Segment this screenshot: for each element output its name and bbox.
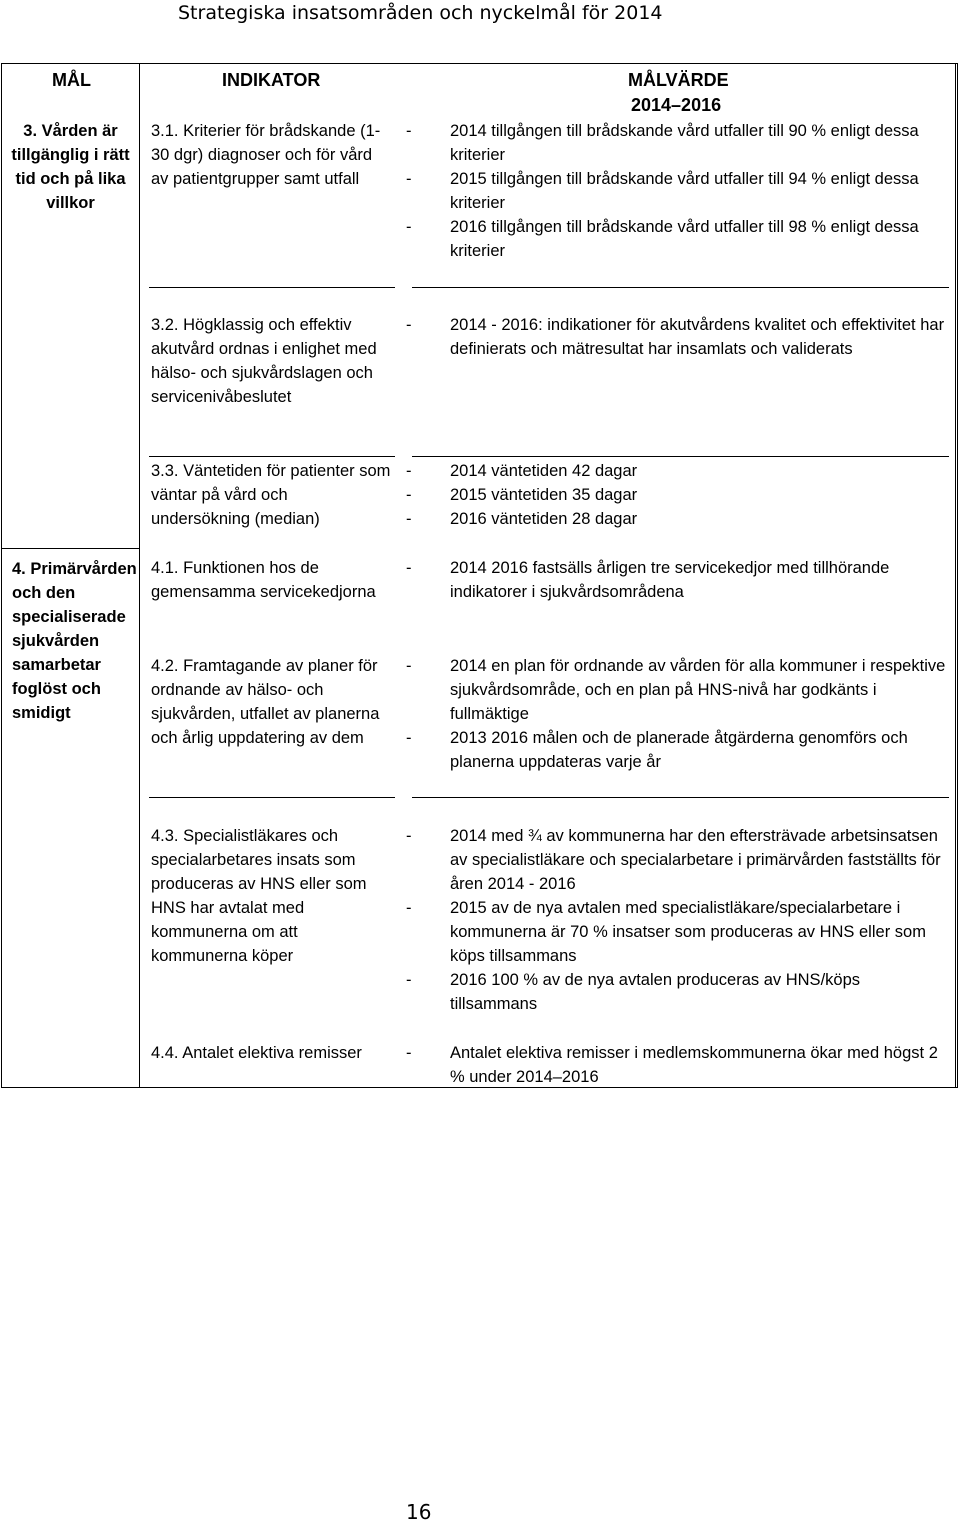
indicator-4-2: 4.2. Framtagande av planer för ordnande av hälso- och sjukvården, utfallet av planerna och årlig uppdatering av dem — [151, 657, 380, 747]
goals-table — [1, 63, 958, 1088]
column-divider — [139, 64, 140, 1087]
indicator-3-2: 3.2. Högklassig och effektiv akutvård ordnas i enlighet med hälso- och sjukvårdslagen och servicenivåbeslutet — [151, 316, 377, 406]
target-item: - 2014 väntetiden 42 dagar — [406, 459, 946, 483]
target-item: - 2014 en plan för ordnande av vården för alla kommuner i respektive sjukvårdsområde, och en plan på HNS-nivå har godkänts i fullmäktige — [406, 654, 946, 726]
target-list-4-1 — [406, 556, 946, 604]
target-item: - 2014 med ¾ av kommunerna har den eftersträvade arbetsinsatsen av specialistläkare och specialarbetare i primärvården fastställts för åren 2014 - 2016 — [406, 824, 946, 896]
target-item: - 2014 2016 fastsälls årligen tre servicekedjor med tillhörande indikatorer i sjukvårdsområdena — [406, 556, 946, 604]
indicator-4-1: 4.1. Funktionen hos de gemensamma servicekedjorna — [151, 559, 376, 601]
target-item: - 2014 tillgången till brådskande vård utfaller till 90 % enligt dessa kriterier — [406, 119, 946, 167]
target-item: - 2015 tillgången till brådskande vård utfaller till 94 % enligt dessa kriterier — [406, 167, 946, 215]
header-mal: MÅL — [52, 70, 91, 90]
target-item: - 2016 väntetiden 28 dagar — [406, 507, 946, 531]
target-item: - 2015 väntetiden 35 dagar — [406, 483, 946, 507]
target-item: - 2014 - 2016: indikationer för akutvårdens kvalitet och effektivitet har definierats och mätresultat har insamlats och validerats — [406, 313, 946, 361]
page-number: 16 — [406, 1500, 432, 1524]
indicator-4-4: 4.4. Antalet elektiva remisser — [151, 1044, 362, 1062]
target-list-4-3 — [406, 824, 946, 1016]
header-indikator: INDIKATOR — [222, 70, 321, 90]
header-period: 2014–2016 — [631, 95, 722, 115]
row-separator — [412, 456, 949, 457]
target-item: - 2016 100 % av de nya avtalen produceras av HNS/köps tillsammans — [406, 968, 946, 1016]
target-list-4-2 — [406, 654, 946, 774]
indicator-3-1: 3.1. Kriterier för brådskande (1-30 dgr) diagnoser och för vård av patientgrupper samt utfall — [151, 122, 381, 188]
target-item: - 2013 2016 målen och de planerade åtgärderna genomförs och planerna uppdateras varje år — [406, 726, 946, 774]
indicator-3-3: 3.3. Väntetiden för patienter som väntar på vård och undersökning (median) — [151, 462, 391, 528]
target-item: - 2015 av de nya avtalen med specialistläkare/specialarbetare i kommunerna är 70 % insatser som produceras av HNS eller som köps tillsammans — [406, 896, 946, 968]
row-separator — [149, 797, 395, 798]
target-item: - Antalet elektiva remisser i medlemskommunerna ökar med högst 2 % under 2014–2016 — [406, 1041, 946, 1089]
target-item: - 2016 tillgången till brådskande vård utfaller till 98 % enligt dessa kriterier — [406, 215, 946, 263]
header-malvarde: MÅLVÄRDE — [628, 70, 729, 90]
row-separator — [412, 797, 949, 798]
goal-3: 3. Vården är tillgänglig i rätt tid och på lika villkor — [11, 122, 130, 212]
goal-divider — [2, 548, 139, 549]
row-separator — [149, 287, 395, 288]
row-separator — [149, 456, 395, 457]
page-title: Strategiska insatsområden och nyckelmål för 2014 — [178, 2, 663, 24]
goal-4: 4. Primärvården och den specialiserade sjukvården samarbetar foglöst och smidigt — [12, 560, 137, 722]
target-list-3-2 — [406, 313, 946, 361]
target-list-3-1 — [406, 119, 946, 263]
row-separator — [412, 287, 949, 288]
target-list-4-4 — [406, 1041, 946, 1089]
target-list-3-3 — [406, 459, 946, 531]
column-divider — [955, 64, 956, 1087]
indicator-4-3: 4.3. Specialistläkares och specialarbetares insats som produceras av HNS eller som HNS har avtalat med kommunerna om att kommunerna köper — [151, 827, 367, 965]
